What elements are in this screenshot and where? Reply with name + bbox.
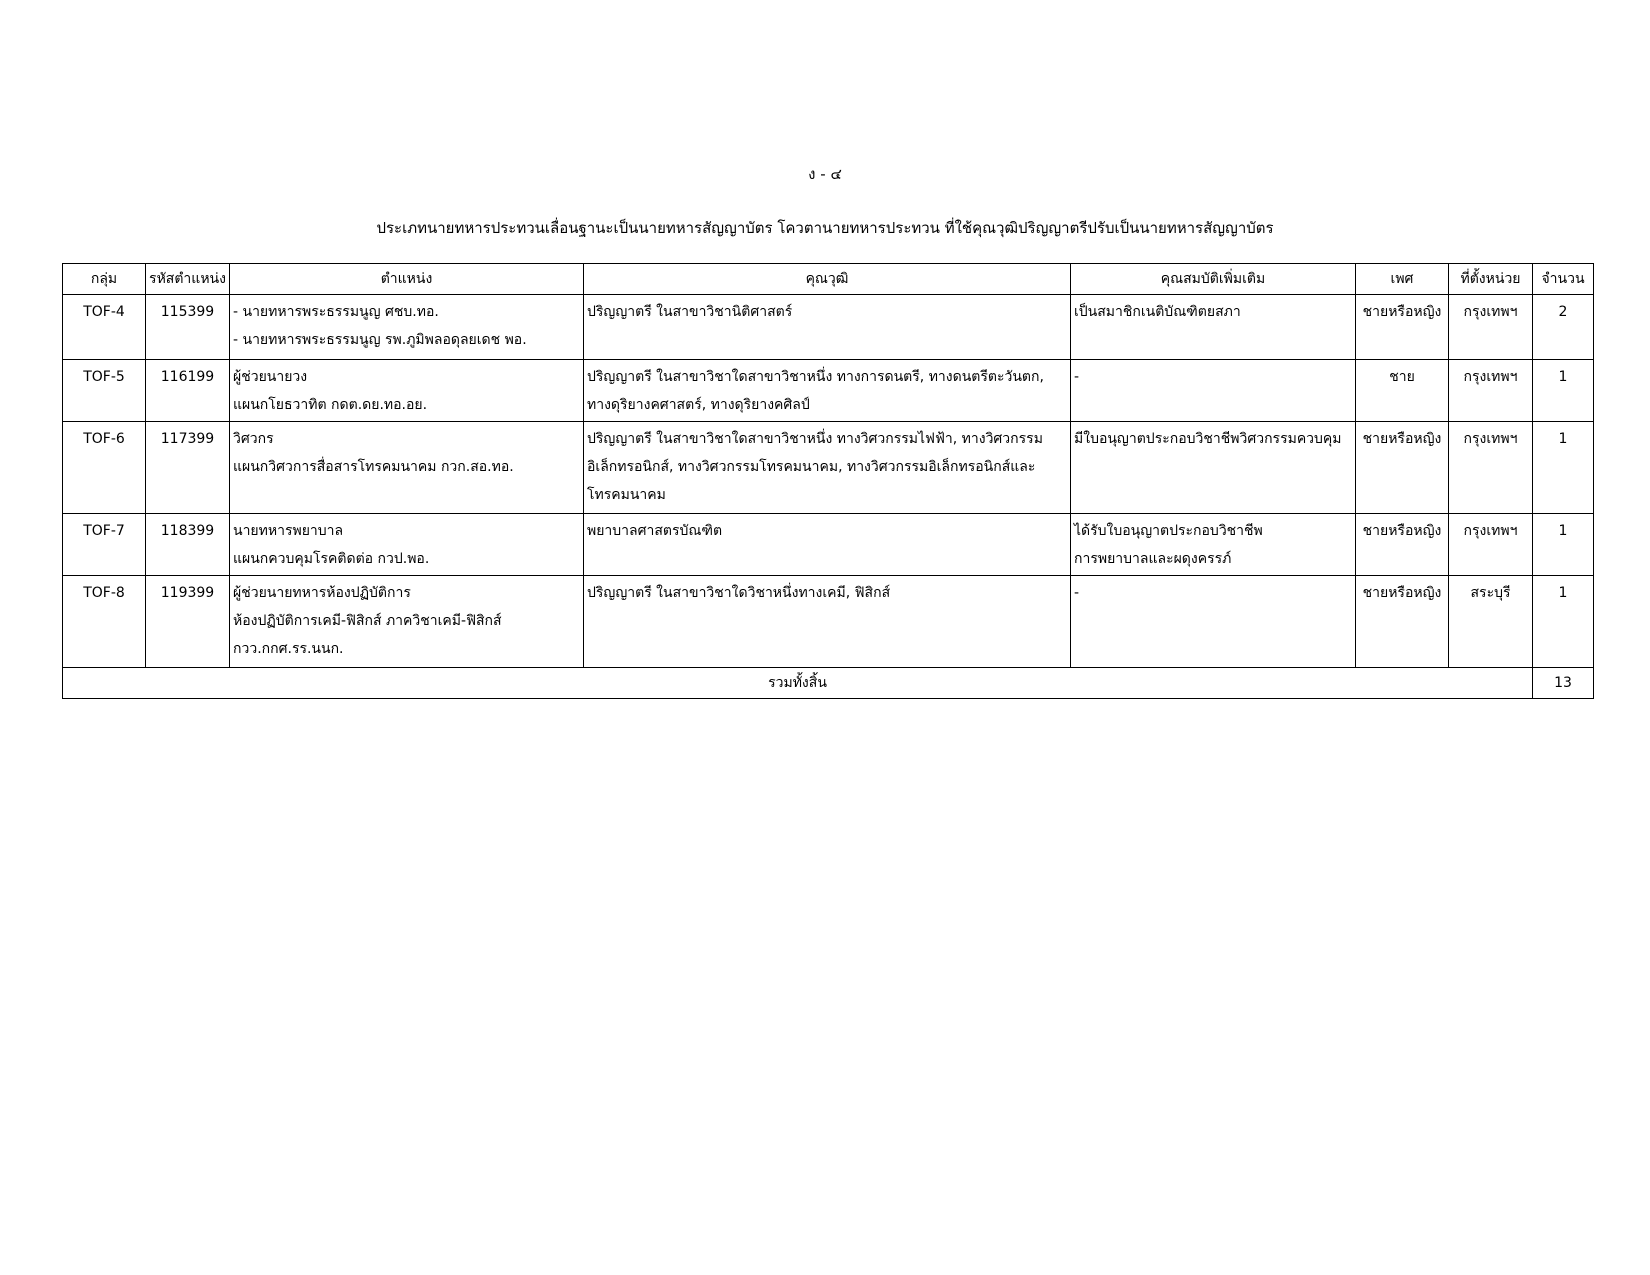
qualification-line: ปริญญาตรี ในสาขาวิชาใดสาขาวิชาหนึ่ง ทางการดนตรี, ทางดนตรีตะวันตก, bbox=[587, 369, 1044, 385]
cell-count: 1 bbox=[1533, 576, 1594, 668]
table-row bbox=[63, 514, 1594, 576]
qualification-line: พยาบาลศาสตรบัณฑิต bbox=[587, 523, 723, 539]
cell-group: TOF-8 bbox=[63, 576, 146, 668]
total-row bbox=[63, 668, 1594, 699]
position-line: แผนกโยธวาทิต กดต.ดย.ทอ.อย. bbox=[233, 397, 428, 413]
cell-qualification bbox=[584, 360, 1071, 422]
total-value: 13 bbox=[1533, 668, 1594, 699]
cell-position bbox=[230, 422, 584, 514]
qualification-line: ทางดุริยางคศาสตร์, ทางดุริยางคศิลป์ bbox=[587, 397, 810, 413]
qualification-line: ปริญญาตรี ในสาขาวิชาใดสาขาวิชาหนึ่ง ทางวิศวกรรมไฟฟ้า, ทางวิศวกรรม bbox=[587, 431, 1043, 447]
header-code: รหัสตำแหน่ง bbox=[146, 264, 230, 295]
cell-qualification bbox=[584, 514, 1071, 576]
positions-table bbox=[62, 263, 1594, 699]
cell-extra-qualification bbox=[1071, 576, 1356, 668]
position-line: แผนกควบคุมโรคติดต่อ กวป.พอ. bbox=[233, 551, 430, 567]
position-line: ห้องปฏิบัติการเคมี-ฟิสิกส์ ภาควิชาเคมี-ฟิสิกส์ bbox=[233, 613, 502, 629]
cell-group: TOF-7 bbox=[63, 514, 146, 576]
cell-qualification bbox=[584, 295, 1071, 360]
cell-location: กรุงเทพฯ bbox=[1449, 422, 1533, 514]
qualification-line: ปริญญาตรี ในสาขาวิชานิติศาสตร์ bbox=[587, 304, 793, 320]
cell-code: 118399 bbox=[146, 514, 230, 576]
cell-gender: ชายหรือหญิง bbox=[1356, 295, 1449, 360]
header-group: กลุ่ม bbox=[63, 264, 146, 295]
position-line: - นายทหารพระธรรมนูญ รพ.ภูมิพลอดุลยเดช พอ. bbox=[233, 332, 527, 348]
header-position: ตำแหน่ง bbox=[230, 264, 584, 295]
cell-position bbox=[230, 360, 584, 422]
position-line: แผนกวิศวการสื่อสารโทรคมนาคม กวก.สอ.ทอ. bbox=[233, 459, 514, 475]
extra-line: - bbox=[1074, 369, 1080, 385]
cell-location: สระบุรี bbox=[1449, 576, 1533, 668]
cell-group: TOF-4 bbox=[63, 295, 146, 360]
table-row bbox=[63, 576, 1594, 668]
extra-line: การพยาบาลและผดุงครรภ์ bbox=[1074, 551, 1232, 567]
cell-extra-qualification bbox=[1071, 295, 1356, 360]
qualification-line: ปริญญาตรี ในสาขาวิชาใดวิชาหนึ่งทางเคมี, ฟิสิกส์ bbox=[587, 585, 891, 601]
cell-position bbox=[230, 295, 584, 360]
header-qualification: คุณวุฒิ bbox=[584, 264, 1071, 295]
cell-extra-qualification bbox=[1071, 422, 1356, 514]
cell-code: 116199 bbox=[146, 360, 230, 422]
total-label: รวมทั้งสิ้น bbox=[63, 668, 1533, 699]
cell-location: กรุงเทพฯ bbox=[1449, 514, 1533, 576]
position-line: กวว.กกศ.รร.นนก. bbox=[233, 641, 344, 657]
extra-line: เป็นสมาชิกเนติบัณฑิตยสภา bbox=[1074, 304, 1241, 320]
cell-extra-qualification bbox=[1071, 514, 1356, 576]
cell-extra-qualification bbox=[1071, 360, 1356, 422]
header-extra-qualification: คุณสมบัติเพิ่มเติม bbox=[1071, 264, 1356, 295]
cell-gender: ชายหรือหญิง bbox=[1356, 514, 1449, 576]
cell-count: 2 bbox=[1533, 295, 1594, 360]
qualification-line: อิเล็กทรอนิกส์, ทางวิศวกรรมโทรคมนาคม, ทางวิศวกรรมอิเล็กทรอนิกส์และ bbox=[587, 459, 1036, 475]
qualification-line: โทรคมนาคม bbox=[587, 487, 666, 503]
cell-group: TOF-5 bbox=[63, 360, 146, 422]
cell-code: 117399 bbox=[146, 422, 230, 514]
cell-gender: ชายหรือหญิง bbox=[1356, 576, 1449, 668]
position-line: ผู้ช่วยนายทหารห้องปฏิบัติการ bbox=[233, 585, 411, 601]
cell-gender: ชาย bbox=[1356, 360, 1449, 422]
header-location: ที่ตั้งหน่วย bbox=[1449, 264, 1533, 295]
position-line: ผู้ช่วยนายวง bbox=[233, 369, 308, 385]
cell-gender: ชายหรือหญิง bbox=[1356, 422, 1449, 514]
cell-count: 1 bbox=[1533, 422, 1594, 514]
position-line: นายทหารพยาบาล bbox=[233, 523, 344, 539]
position-line: - นายทหารพระธรรมนูญ ศชบ.ทอ. bbox=[233, 304, 439, 320]
cell-count: 1 bbox=[1533, 514, 1594, 576]
cell-code: 115399 bbox=[146, 295, 230, 360]
table-row bbox=[63, 360, 1594, 422]
cell-location: กรุงเทพฯ bbox=[1449, 360, 1533, 422]
table-header-row bbox=[63, 264, 1594, 295]
page-title: ประเภทนายทหารประทวนเลื่อนฐานะเป็นนายทหารสัญญาบัตร โควตานายทหารประทวน ที่ใช้คุณวุฒิปริญญาตรีปรับเป็นนายทหารสัญญาบัตร bbox=[376, 219, 1274, 237]
cell-count: 1 bbox=[1533, 360, 1594, 422]
cell-qualification bbox=[584, 422, 1071, 514]
page-number: ง - ๔ bbox=[808, 165, 842, 183]
extra-line: - bbox=[1074, 585, 1080, 601]
header-count: จำนวน bbox=[1533, 264, 1594, 295]
cell-group: TOF-6 bbox=[63, 422, 146, 514]
cell-location: กรุงเทพฯ bbox=[1449, 295, 1533, 360]
cell-position bbox=[230, 514, 584, 576]
table-row bbox=[63, 422, 1594, 514]
extra-line: มีใบอนุญาตประกอบวิชาชีพวิศวกรรมควบคุม bbox=[1074, 431, 1342, 447]
extra-line: ได้รับใบอนุญาตประกอบวิชาชีพ bbox=[1074, 523, 1263, 539]
position-line: วิศวกร bbox=[233, 431, 274, 447]
cell-position bbox=[230, 576, 584, 668]
table-row bbox=[63, 295, 1594, 360]
header-gender: เพศ bbox=[1356, 264, 1449, 295]
cell-qualification bbox=[584, 576, 1071, 668]
cell-code: 119399 bbox=[146, 576, 230, 668]
